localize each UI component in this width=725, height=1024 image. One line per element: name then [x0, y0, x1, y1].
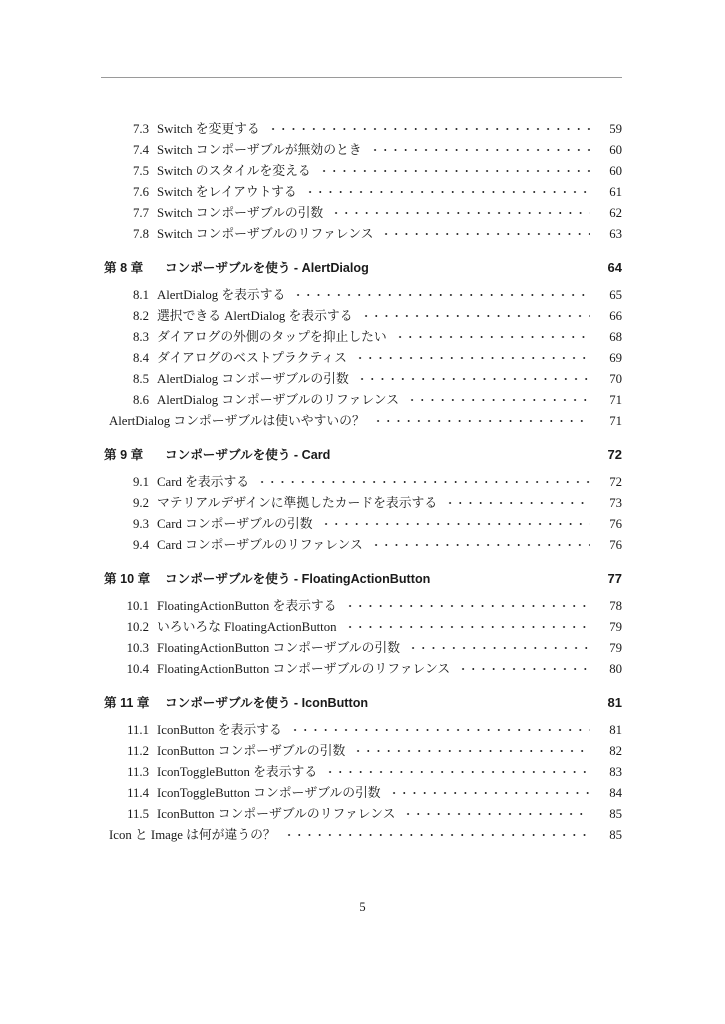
- toc-entry-title: マテリアルデザインに準拠したカードを表示する: [157, 496, 438, 510]
- toc-entry-title: IconToggleButton を表示する: [157, 765, 318, 779]
- dot-leader: [373, 415, 590, 427]
- toc-entry-number: 9.4: [133, 538, 149, 552]
- dot-leader: [338, 450, 590, 462]
- toc-entry-row[interactable]: [101, 118, 622, 139]
- toc-entry-number: 9.2: [133, 496, 149, 510]
- toc-entry-title: AlertDialog コンポーザブルの引数: [157, 372, 349, 386]
- toc-entry-number: 7.6: [133, 185, 149, 199]
- toc-entry-page-number: 70: [609, 372, 622, 386]
- toc-entry-row[interactable]: [101, 471, 622, 492]
- toc-entry-title: FloatingActionButton コンポーザブルのリファレンス: [157, 662, 451, 676]
- toc-entry-page-number: 80: [609, 662, 622, 676]
- toc-entry-row[interactable]: [101, 595, 622, 616]
- toc-entry-number: 10.2: [126, 620, 149, 634]
- dot-leader: [325, 766, 590, 778]
- toc-entry-number: 8.3: [133, 330, 149, 344]
- dot-leader: [376, 698, 590, 710]
- toc-entry-title: コンポーザブルを使う - FloatingActionButton: [165, 572, 431, 586]
- toc-entry-title: ダイアログの外側のタップを抑止したい: [157, 330, 387, 344]
- dot-leader: [438, 574, 590, 586]
- toc-entry-page-number: 76: [609, 538, 622, 552]
- toc-entry-title: Switch コンポーザブルが無効のとき: [157, 143, 362, 157]
- toc-entry-title: IconButton コンポーザブルのリファレンス: [157, 807, 396, 821]
- toc-entry-page-number: 83: [609, 765, 622, 779]
- toc-entry-page-number: 82: [609, 744, 622, 758]
- toc-entry-page-number: 62: [609, 206, 622, 220]
- dot-leader: [305, 186, 590, 198]
- toc-entry-page-number: 71: [609, 393, 622, 407]
- toc-entry-page-number: 60: [609, 143, 622, 157]
- toc-entry-row[interactable]: [101, 368, 622, 389]
- toc-entry-page-number: 85: [609, 828, 622, 842]
- dot-leader: [395, 331, 590, 343]
- dot-leader: [293, 289, 590, 301]
- toc-entry-number: 第 9 章: [104, 448, 144, 462]
- toc-entry-row[interactable]: [101, 637, 622, 658]
- toc-chapter-row[interactable]: [101, 568, 622, 591]
- toc-entry-title: Switch のスタイルを変える: [157, 164, 311, 178]
- toc-entry-number: 7.5: [133, 164, 149, 178]
- toc-entry-row[interactable]: [101, 347, 622, 368]
- dot-leader: [408, 642, 590, 654]
- toc-entry-page-number: 77: [607, 571, 622, 586]
- toc-entry-page-number: 81: [607, 695, 622, 710]
- toc-entry-number: 11.3: [127, 765, 149, 779]
- toc-entry-page-number: 69: [609, 351, 622, 365]
- toc-entry-page-number: 64: [607, 260, 622, 275]
- dot-leader: [458, 663, 590, 675]
- toc-entry-row[interactable]: [101, 492, 622, 513]
- toc-entry-number: 第 10 章: [104, 572, 151, 586]
- page-number: 5: [359, 900, 366, 914]
- toc-entry-page-number: 63: [609, 227, 622, 241]
- toc-entry-title: コンポーザブルを使う - AlertDialog: [165, 261, 369, 275]
- toc-entry-number: 11.4: [127, 786, 149, 800]
- toc-entry-row[interactable]: [101, 305, 622, 326]
- dot-leader: [357, 373, 590, 385]
- dot-leader: [345, 621, 590, 633]
- dot-leader: [370, 144, 590, 156]
- dot-leader: [345, 600, 590, 612]
- toc-entry-row[interactable]: [101, 223, 622, 244]
- toc-entry-title: Switch を変更する: [157, 122, 260, 136]
- toc-entry-number: 8.2: [133, 309, 149, 323]
- toc-entry-number: 11.5: [127, 807, 149, 821]
- toc-entry-title: Card コンポーザブルの引数: [157, 517, 313, 531]
- toc-entry-title: Card を表示する: [157, 475, 250, 489]
- toc-entry-row[interactable]: [101, 782, 622, 803]
- dot-leader: [321, 518, 590, 530]
- toc-entry-row[interactable]: [101, 616, 622, 637]
- toc-entry-page-number: 85: [609, 807, 622, 821]
- toc-entry-number: 10.3: [126, 641, 149, 655]
- toc-entry-title: FloatingActionButton を表示する: [157, 599, 337, 613]
- toc-entry-page-number: 72: [609, 475, 622, 489]
- toc-entry-page-number: 76: [609, 517, 622, 531]
- dot-leader: [257, 476, 590, 488]
- dot-leader: [407, 394, 590, 406]
- toc-entry-number: 7.8: [133, 227, 149, 241]
- dot-leader: [284, 829, 590, 841]
- toc-entry-row[interactable]: [101, 202, 622, 223]
- toc-entry-number: 7.3: [133, 122, 149, 136]
- toc-entry-row[interactable]: [101, 803, 622, 824]
- toc-entry-title: IconToggleButton コンポーザブルの引数: [157, 786, 381, 800]
- toc-entry-number: 11.1: [127, 723, 149, 737]
- toc-entry-title: いろいろな FloatingActionButton: [157, 620, 337, 634]
- toc-entry-row[interactable]: [101, 761, 622, 782]
- toc-entry-title: AlertDialog を表示する: [157, 288, 286, 302]
- dot-leader: [403, 808, 590, 820]
- table-of-contents: [101, 118, 622, 845]
- toc-entry-row[interactable]: [101, 160, 622, 181]
- toc-entry-title: IconButton コンポーザブルの引数: [157, 744, 346, 758]
- toc-entry-number: 9.3: [133, 517, 149, 531]
- dot-leader: [355, 352, 590, 364]
- toc-entry-title: コンポーザブルを使う - IconButton: [165, 696, 369, 710]
- toc-entry-title: Switch コンポーザブルの引数: [157, 206, 324, 220]
- toc-entry-page-number: 71: [609, 414, 622, 428]
- dot-leader: [353, 745, 590, 757]
- dot-leader: [290, 724, 590, 736]
- toc-entry-title: Card コンポーザブルのリファレンス: [157, 538, 363, 552]
- dot-leader: [268, 123, 590, 135]
- toc-entry-page-number: 65: [609, 288, 622, 302]
- toc-chapter-row[interactable]: [101, 444, 622, 467]
- toc-entry-row[interactable]: [101, 181, 622, 202]
- toc-entry-title: 選択できる AlertDialog を表示する: [157, 309, 353, 323]
- toc-entry-title: IconButton を表示する: [157, 723, 282, 737]
- toc-entry-number: 11.2: [127, 744, 149, 758]
- toc-entry-page-number: 66: [609, 309, 622, 323]
- dot-leader: [319, 165, 590, 177]
- toc-entry-number: 第 11 章: [104, 696, 150, 710]
- toc-entry-page-number: 59: [609, 122, 622, 136]
- toc-entry-row[interactable]: [101, 658, 622, 679]
- toc-entry-page-number: 79: [609, 641, 622, 655]
- toc-entry-page-number: 81: [609, 723, 622, 737]
- toc-entry-title: ダイアログのベストプラクティス: [157, 351, 347, 365]
- toc-entry-row[interactable]: [101, 534, 622, 555]
- toc-entry-number: 10.4: [126, 662, 149, 676]
- toc-entry-title: Switch をレイアウトする: [157, 185, 297, 199]
- toc-entry-row[interactable]: [101, 326, 622, 347]
- toc-entry-number: 8.4: [133, 351, 149, 365]
- toc-entry-number: 8.5: [133, 372, 149, 386]
- toc-entry-page-number: 60: [609, 164, 622, 178]
- toc-chapter-row[interactable]: [101, 692, 622, 715]
- toc-entry-row[interactable]: [101, 740, 622, 761]
- toc-entry-title: Switch コンポーザブルのリファレンス: [157, 227, 374, 241]
- toc-chapter-row[interactable]: [101, 257, 622, 280]
- toc-entry-page-number: 79: [609, 620, 622, 634]
- toc-entry-row[interactable]: [101, 284, 622, 305]
- dot-leader: [445, 497, 590, 509]
- toc-entry-page-number: 61: [609, 185, 622, 199]
- toc-entry-row[interactable]: [101, 824, 622, 845]
- toc-entry-row[interactable]: [101, 719, 622, 740]
- toc-entry-title: FloatingActionButton コンポーザブルの引数: [157, 641, 400, 655]
- dot-leader: [371, 539, 590, 551]
- toc-entry-number: 8.6: [133, 393, 149, 407]
- toc-entry-row[interactable]: [101, 513, 622, 534]
- toc-entry-number: 7.7: [133, 206, 149, 220]
- toc-entry-page-number: 78: [609, 599, 622, 613]
- toc-entry-title: AlertDialog コンポーザブルは使いやすいの？: [109, 414, 365, 428]
- toc-entry-row[interactable]: [101, 410, 622, 431]
- toc-entry-page-number: 84: [609, 786, 622, 800]
- dot-leader: [361, 310, 591, 322]
- toc-entry-page-number: 68: [609, 330, 622, 344]
- toc-entry-title: Icon と Image は何が違うの？: [109, 828, 276, 842]
- toc-entry-number: 7.4: [133, 143, 149, 157]
- toc-entry-number: 8.1: [133, 288, 149, 302]
- toc-entry-title: AlertDialog コンポーザブルのリファレンス: [157, 393, 400, 407]
- dot-leader: [377, 263, 590, 275]
- toc-entry-row[interactable]: [101, 389, 622, 410]
- toc-entry-number: 10.1: [126, 599, 149, 613]
- toc-entry-title: コンポーザブルを使う - Card: [165, 448, 331, 462]
- header-rule: [101, 77, 622, 78]
- dot-leader: [381, 228, 590, 240]
- toc-entry-number: 第 8 章: [104, 261, 144, 275]
- toc-entry-page-number: 73: [609, 496, 622, 510]
- dot-leader: [389, 787, 590, 799]
- toc-entry-number: 9.1: [133, 475, 149, 489]
- toc-entry-page-number: 72: [607, 447, 622, 462]
- dot-leader: [331, 207, 590, 219]
- toc-entry-row[interactable]: [101, 139, 622, 160]
